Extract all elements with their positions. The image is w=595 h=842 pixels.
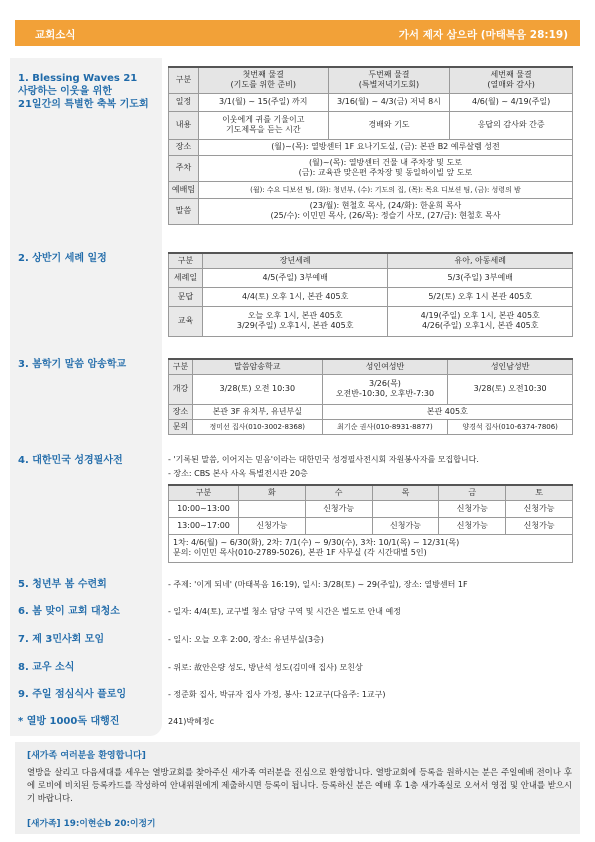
row-label: 주차 (169, 155, 199, 181)
section-3-table (168, 358, 573, 435)
row-label: 내용 (169, 111, 199, 139)
table-cell: 최기순 권사(010-8931-8877) (322, 419, 448, 434)
table-header: 구분 (169, 359, 193, 374)
table-header: 구분 (169, 253, 203, 268)
welcome-body: 열방을 살리고 다음세대를 세우는 열방교회를 찾아주신 새가족 여러분을 진심으로 환영합니다. 열방교회에 등록을 원하시는 분은 주일예배 전이나 후에 로비에 비치된 등록카드를 작성하여 안내위원에게 제출하시면 등록이 됩니다. 등록하신 분은 예배 후 1층 새가족실로 오셔서 영접 및 안내를 받으시기 바랍니다. (27, 767, 572, 803)
table-cell: 양경석 집사(010-6374-7806) (448, 419, 573, 434)
table-cell: 신청가능 (439, 517, 506, 534)
table-header: 성인여성반 (322, 359, 448, 374)
table-cell (305, 517, 372, 534)
section-7-text: - 일시: 오늘 오후 2:00, 장소: 유년부실(3층) (168, 635, 324, 644)
section-1-title-line: 사랑하는 이웃을 위한 (18, 86, 112, 97)
table-header: 두번째 물결 (특별저녁기도회) (328, 67, 450, 93)
table-cell: 신청가능 (506, 517, 573, 534)
table-header: 수 (305, 485, 372, 500)
table-cell: 3/28(토) 오전10:30 (448, 374, 573, 404)
table-cell: 신청가능 (439, 500, 506, 517)
section-9-text: - 정준화 집사, 박규자 집사 가정, 봉사: 12교구(다음주: 1교구) (168, 690, 386, 699)
table-cell: 4/4(토) 오후 1시, 본관 405호 (202, 287, 388, 306)
table-cell: 본관 405호 (322, 404, 572, 419)
table-header: 장년세례 (202, 253, 388, 268)
welcome-footer: [새가족] 19:이현순b 20:이정기 (27, 819, 156, 829)
section-4-line: - '기록된 말씀, 이어지는 믿음'이라는 대한민국 성경필사전시회 자원봉사자를 모집합니다. (168, 455, 479, 464)
section-6-text: - 일자: 4/4(토), 교구별 청소 담당 구역 및 시간은 별도로 안내 예정 (168, 607, 401, 616)
row-label: 세례일 (169, 268, 203, 287)
section-8-title: 8. 교우 소식 (18, 662, 75, 673)
table-cell (372, 500, 439, 517)
row-label: 예배팀 (169, 181, 199, 198)
table-cell: 정미선 집사(010-3002-8368) (192, 419, 322, 434)
row-label: 장소 (169, 404, 193, 419)
row-label: 교육 (169, 306, 203, 336)
section-5-text: - 주제: '이게 되네' (마태복음 16:19), 일시: 3/28(토) ~ 29(주일), 장소: 열방센터 1F (168, 580, 468, 589)
table-header: 화 (238, 485, 305, 500)
section-7-title: 7. 제 3민사회 모임 (18, 634, 105, 645)
section-10-title: * 열방 1000독 대행진 (18, 716, 120, 727)
row-label: 문답 (169, 287, 203, 306)
section-10-text: 241)박혜정c (168, 717, 214, 726)
table-cell: 오늘 오후 1시, 본관 405호 3/29(주일) 오후1시, 본관 405호 (202, 306, 388, 336)
section-5-title: 5. 청년부 봄 수련회 (18, 579, 107, 590)
row-label: 개강 (169, 374, 193, 404)
table-note-line: 1차: 4/6(월) ~ 6/30(화), 2차: 7/1(수) ~ 9/30(수), 3차: 10/1(목) ~ 12/31(목) (173, 538, 460, 547)
header-title: 교회소식 (35, 29, 76, 41)
table-cell: (23/월): 현철호 목사, (24/화): 한윤희 목사 (25/수): 이민민 목사, (26/목): 정슬기 사모, (27/금): 현철호 목사 (198, 198, 572, 224)
table-cell: 4/19(주일) 오후 1시, 본관 405호 4/26(주일) 오후1시, 본관 405호 (388, 306, 573, 336)
welcome-heading: [새가족 여러분을 환영합니다] (27, 751, 146, 761)
welcome-box (15, 742, 580, 834)
section-4-line: - 장소: CBS 본사 사옥 특별전시관 20층 (168, 469, 308, 478)
table-header: 말씀암송학교 (192, 359, 322, 374)
table-cell (238, 500, 305, 517)
table-cell: 5/3(주일) 3부예배 (388, 268, 573, 287)
table-cell: 3/26(목) 오전반-10:30, 오후반-7:30 (322, 374, 448, 404)
section-1-title-line: 21일간의 특별한 축복 기도회 (18, 99, 149, 110)
table-note-line: 문의: 이민민 목사(010-2789-5026), 본관 1F 사무실 (각 시간대별 5인) (173, 548, 427, 557)
table-header: 목 (372, 485, 439, 500)
section-1-title (18, 72, 149, 111)
table-cell: (월)~(목): 열방센터 건물 내 주차장 및 도로 (금): 교육관 맞은편 주차장 및 동일하이빌 앞 도로 (198, 155, 572, 181)
table-cell: 4/6(월) ~ 4/19(주일) (450, 93, 573, 111)
section-2-title: 2. 상반기 세례 일정 (18, 253, 107, 264)
table-cell: (월): 수요 디보션 팀, (화): 청년부, (수): 기도의 집, (목): 목요 디보션 팀, (금): 성령의 밤 (198, 181, 572, 198)
table-header: 구분 (169, 485, 239, 500)
section-4-table (168, 484, 573, 563)
table-cell: 13:00~17:00 (169, 517, 239, 534)
table-header: 유아, 아동세례 (388, 253, 573, 268)
header-verse: 가서 제자 삼으라 (마태복음 28:19) (398, 29, 568, 41)
table-cell: 3/1(월) ~ 15(주일) 까지 (198, 93, 328, 111)
table-cell: 5/2(토) 오후 1시 본관 405호 (388, 287, 573, 306)
section-1-table (168, 66, 573, 225)
table-header: 첫번째 물결 (기도를 위한 준비) (198, 67, 328, 93)
section-1-title-line: 1. Blessing Waves 21 (18, 73, 138, 84)
table-cell: 신청가능 (238, 517, 305, 534)
table-cell: 3/28(토) 오전 10:30 (192, 374, 322, 404)
table-header: 성인남성반 (448, 359, 573, 374)
table-header: 세번째 물결 (열매와 감사) (450, 67, 573, 93)
header-bar (15, 20, 580, 46)
table-header: 구분 (169, 67, 199, 93)
table-cell: 3/16(월) ~ 4/3(금) 저녁 8시 (328, 93, 450, 111)
table-header: 금 (439, 485, 506, 500)
table-cell: 신청가능 (372, 517, 439, 534)
table-cell: 10:00~13:00 (169, 500, 239, 517)
table-header: 토 (506, 485, 573, 500)
row-label: 일정 (169, 93, 199, 111)
table-cell: 4/5(주일) 3부예배 (202, 268, 388, 287)
row-label: 장소 (169, 139, 199, 155)
row-label: 말씀 (169, 198, 199, 224)
row-label: 문의 (169, 419, 193, 434)
section-8-text: - 위로: 故안은량 성도, 방난석 성도(김미애 집사) 모친상 (168, 663, 363, 672)
table-cell: (월)~(목): 열방센터 1F 요나기도실, (금): 본관 B2 예루살렘 성전 (198, 139, 572, 155)
table-note (169, 534, 573, 562)
table-cell: 응답의 감사와 간증 (450, 111, 573, 139)
table-cell: 신청가능 (506, 500, 573, 517)
table-cell: 본관 3F 유치부, 유년부실 (192, 404, 322, 419)
section-9-title: 9. 주일 점심식사 플로잉 (18, 689, 127, 700)
section-2-table (168, 252, 573, 337)
section-4-title: 4. 대한민국 성경필사전 (18, 455, 123, 466)
table-cell: 경배와 기도 (328, 111, 450, 139)
table-cell: 이웃에게 귀를 기울이고 기도제목을 듣는 시간 (198, 111, 328, 139)
section-3-title: 3. 봄학기 말씀 암송학교 (18, 359, 127, 370)
table-cell: 신청가능 (305, 500, 372, 517)
section-6-title: 6. 봄 맞이 교회 대청소 (18, 606, 120, 617)
